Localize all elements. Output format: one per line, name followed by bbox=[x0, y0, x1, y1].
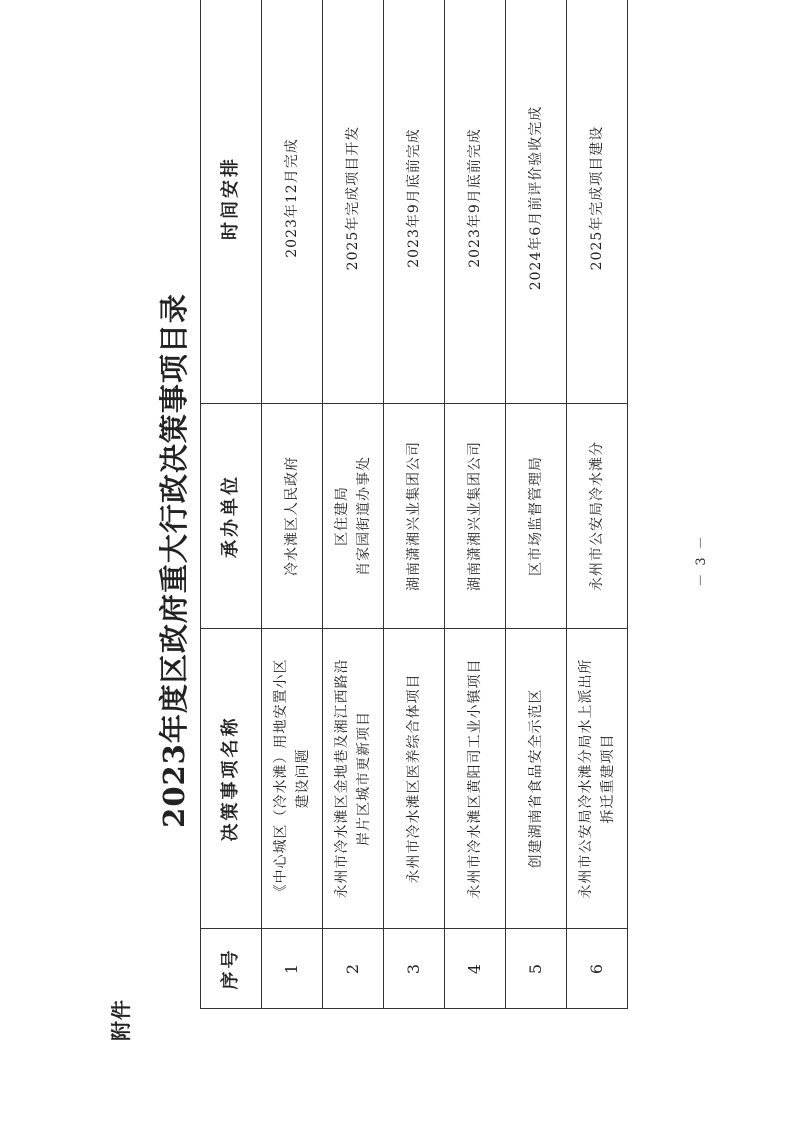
header-time: 时间安排 bbox=[201, 0, 262, 404]
header-unit: 承办单位 bbox=[201, 404, 262, 629]
table-row bbox=[445, 0, 506, 1009]
row-name-line: 永州市公安局冷水滩分局水上派出所 bbox=[577, 658, 594, 899]
row-unit bbox=[506, 404, 567, 629]
table-row bbox=[262, 0, 323, 1009]
row-seq: 1 bbox=[262, 929, 323, 1009]
table-row bbox=[323, 0, 384, 1009]
row-unit bbox=[445, 404, 506, 629]
table-row bbox=[384, 0, 445, 1009]
row-time: 2023年9月底前完成 bbox=[384, 0, 445, 404]
attachment-label: 附件 bbox=[109, 999, 133, 1041]
page-number: － 3 － bbox=[694, 534, 709, 587]
table-header-row bbox=[201, 0, 262, 1009]
row-unit-line: 湖南潇湘兴业集团公司 bbox=[466, 441, 483, 591]
row-name-line: 岸片区城市更新项目 bbox=[356, 711, 372, 846]
row-name bbox=[506, 629, 567, 929]
row-seq: 2 bbox=[323, 929, 384, 1009]
row-name bbox=[323, 629, 384, 929]
header-name: 决策事项名称 bbox=[201, 629, 262, 929]
row-name-line: 拆迁重建项目 bbox=[600, 733, 616, 824]
row-seq: 5 bbox=[506, 929, 567, 1009]
row-unit bbox=[384, 404, 445, 629]
row-name bbox=[384, 629, 445, 929]
table-row bbox=[567, 0, 628, 1009]
row-unit-line: 区住建局 bbox=[333, 486, 350, 546]
row-time: 2025年完成项目开发 bbox=[323, 0, 384, 404]
row-name-line: 《中心城区（冷水滩）用地安置小区 bbox=[272, 658, 289, 899]
row-name-line: 建设问题 bbox=[295, 748, 311, 809]
row-name bbox=[567, 629, 628, 929]
row-time: 2023年9月底前完成 bbox=[445, 0, 506, 404]
row-name bbox=[262, 629, 323, 929]
row-unit-line: 永州市公安局冷水滩分 bbox=[588, 441, 605, 591]
document-title: 2023年度区政府重大行政决策事项目录 bbox=[157, 293, 191, 828]
row-unit bbox=[262, 404, 323, 629]
row-time: 2025年完成项目建设 bbox=[567, 0, 628, 404]
row-unit-line: 区市场监督管理局 bbox=[527, 456, 544, 576]
row-unit-line: 湖南潇湘兴业集团公司 bbox=[405, 441, 422, 591]
row-unit-line: 肖家园街道办事处 bbox=[356, 456, 372, 576]
header-seq: 序号 bbox=[201, 929, 262, 1009]
row-time: 2023年12月完成 bbox=[262, 0, 323, 404]
row-name-line: 永州市冷水滩区黄阳司工业小镇项目 bbox=[466, 658, 483, 899]
row-time: 2024年6月前评价验收完成 bbox=[506, 0, 567, 404]
row-seq: 3 bbox=[384, 929, 445, 1009]
row-name-line: 永州市冷水滩区医养综合体项目 bbox=[405, 673, 422, 884]
decision-items-table bbox=[200, 0, 628, 1009]
row-seq: 6 bbox=[567, 929, 628, 1009]
table-row bbox=[506, 0, 567, 1009]
row-name bbox=[445, 629, 506, 929]
row-unit bbox=[567, 404, 628, 629]
row-seq: 4 bbox=[445, 929, 506, 1009]
row-unit-line: 冷水滩区人民政府 bbox=[283, 456, 300, 576]
row-unit bbox=[323, 404, 384, 629]
row-name-line: 创建湖南省食品安全示范区 bbox=[527, 688, 544, 869]
row-name-line: 永州市冷水滩区金地巷及湘江西路沿 bbox=[333, 658, 350, 899]
